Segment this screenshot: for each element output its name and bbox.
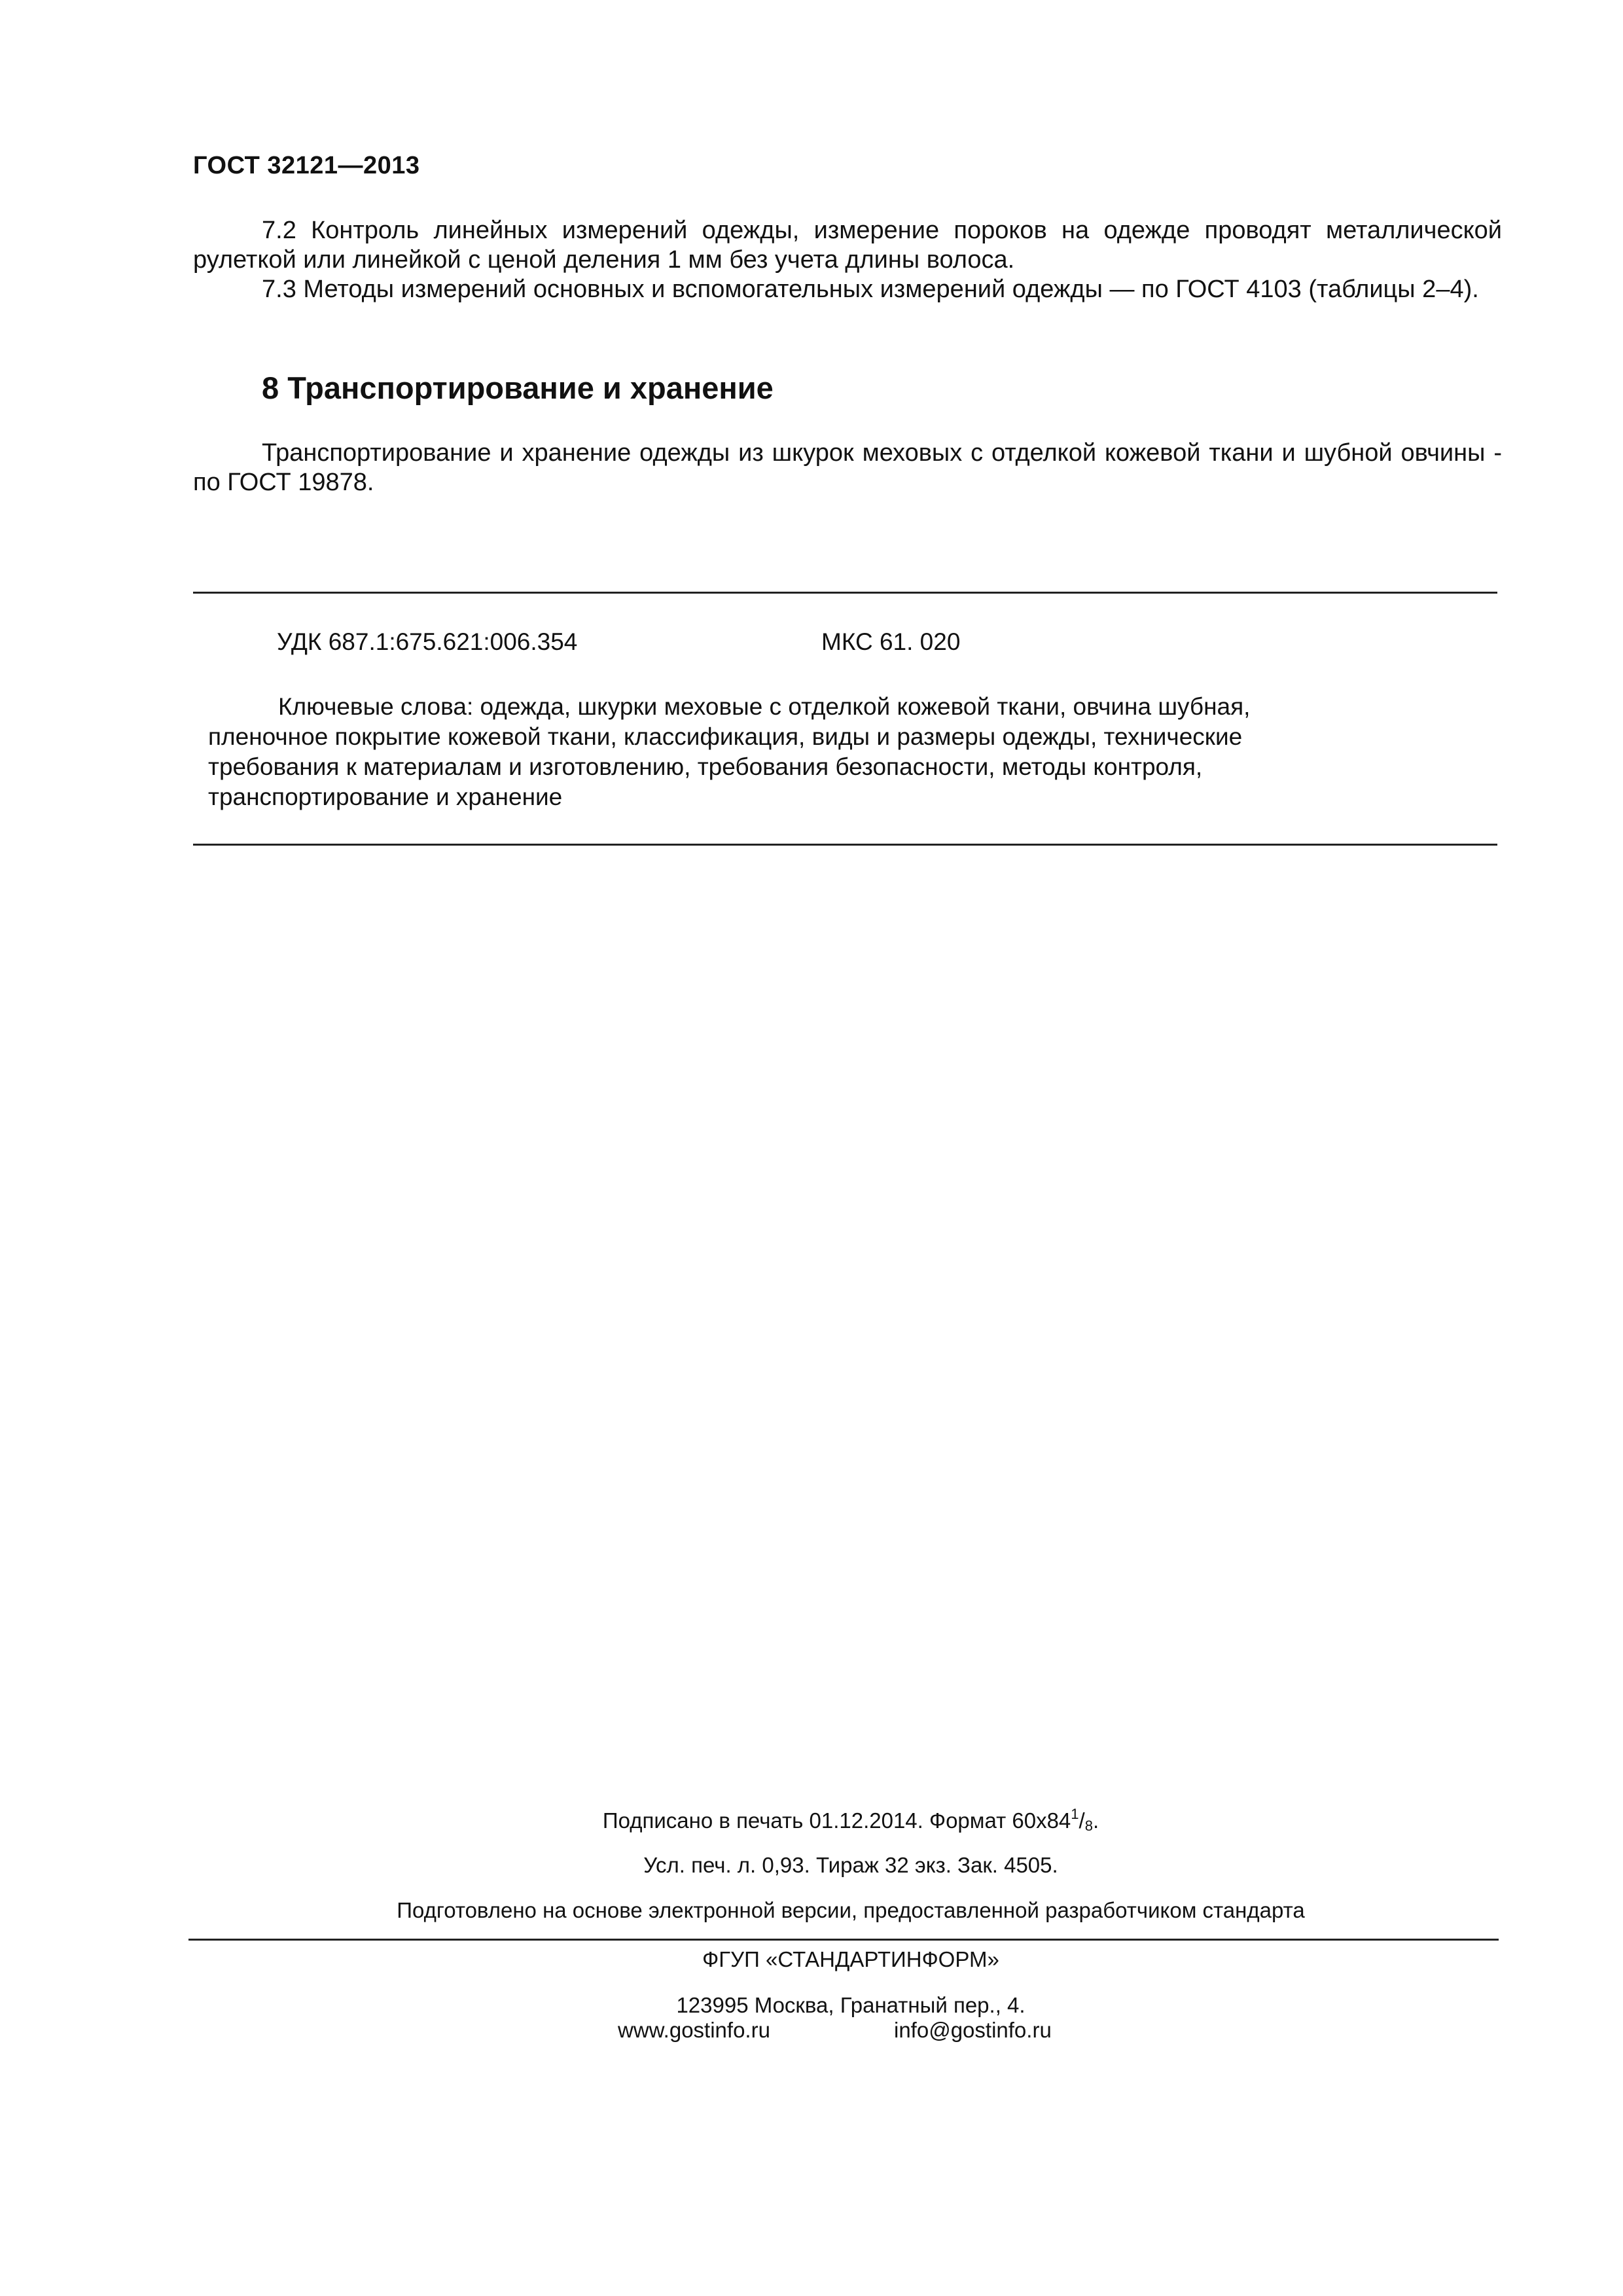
keywords-line: транспортирование и хранение	[208, 783, 563, 810]
imprint-divider	[188, 1939, 1499, 1941]
paragraph-8-body: Транспортирование и хранение одежды из шкурок меховых с отделкой кожевой ткани и шубной овчины - по ГОСТ 19878.	[193, 439, 1502, 496]
top-divider	[193, 592, 1497, 594]
paragraph-7-2: 7.2 Контроль линейных измерений одежды, измерение пороков на одежде проводят металлической рулеткой или линейкой с ценой деления 1 мм без учета длины волоса.	[193, 217, 1502, 274]
website-link[interactable]: www.gostinfo.ru	[618, 2018, 770, 2042]
keywords-line: Ключевые слова: одежда, шкурки меховые с отделкой кожевой ткани, овчина шубная,	[278, 693, 1251, 720]
keywords-block	[208, 692, 1484, 812]
print-info: Усл. печ. л. 0,93. Тираж 32 экз. Зак. 4505.	[643, 1853, 1058, 1877]
document-code: ГОСТ 32121—2013	[193, 152, 420, 179]
format-numerator: 1	[1071, 1806, 1079, 1822]
mks-code: МКС 61. 020	[821, 628, 961, 655]
format-denominator: 8	[1084, 1818, 1093, 1834]
signed-text: Подписано в печать 01.12.2014. Формат 60x84	[602, 1808, 1071, 1833]
udk-code: УДК 687.1:675.621:006.354	[277, 628, 578, 655]
email-link[interactable]: info@gostinfo.ru	[894, 2018, 1052, 2042]
prepared-note: Подготовлено на основе электронной версии, предоставленной разработчиком стандарта	[397, 1898, 1305, 1922]
paragraph-7-3: 7.3 Методы измерений основных и вспомогательных измерений одежды — по ГОСТ 4103 (таблицы 2–4).	[262, 276, 1479, 303]
publisher-name: ФГУП «СТАНДАРТИНФОРМ»	[702, 1947, 999, 1971]
keywords-line: пленочное покрытие кожевой ткани, классификация, виды и размеры одежды, технические	[208, 723, 1243, 750]
publisher-address: 123995 Москва, Гранатный пер., 4.	[676, 1993, 1026, 2017]
signed-for-print	[39, 1808, 1623, 1833]
keywords-line: требования к материалам и изготовлению, требования безопасности, методы контроля,	[208, 753, 1203, 780]
bottom-divider	[193, 844, 1497, 846]
section-8-heading: 8 Транспортирование и хранение	[262, 370, 774, 405]
format-slash: /	[1079, 1808, 1085, 1833]
format-end: .	[1092, 1808, 1099, 1833]
